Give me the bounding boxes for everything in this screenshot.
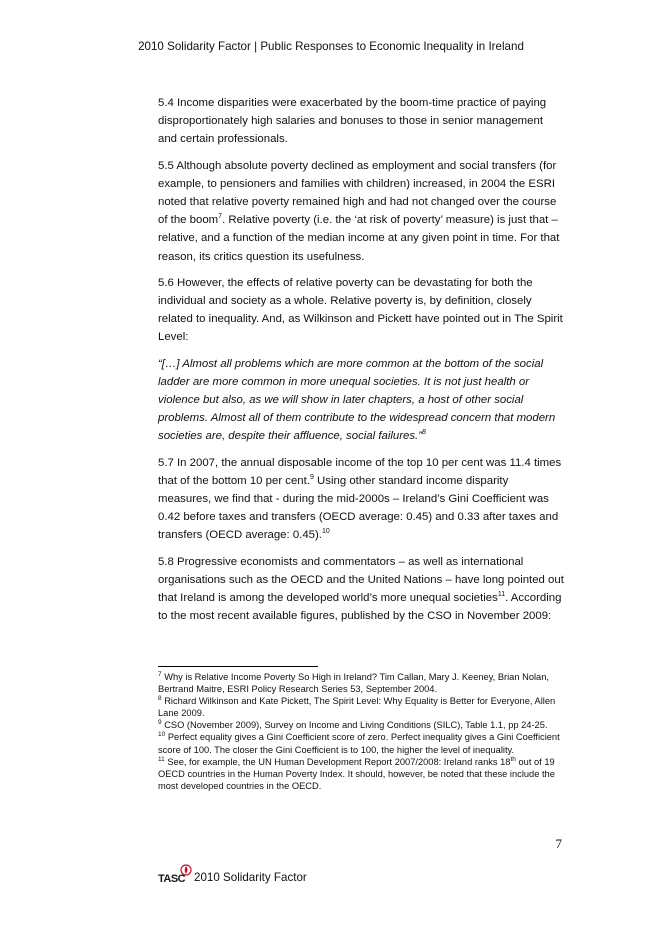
- paragraph-5-5: 5.5 Although absolute poverty declined as employment and social transfers (for example, to pensioners and families with children) increased, in 2004 the ESRI noted that relative poverty remained high and had not changed over the course of the boom$^7$. Relative poverty (i.e. the ‘at risk of poverty’ measure) is just that – relative, and a function of the median income at any given point in time. For that reason, its critics question its usefulness.: [158, 159, 560, 263]
- paragraph-5-4: 5.4 Income disparities were exacerbated by the boom-time practice of paying disproportionately high salaries and bonuses to those in senior management and certain professionals.: [158, 97, 547, 146]
- footnote-ref-11: 11: [497, 591, 506, 599]
- paragraph-5-8: 5.8 Progressive economists and commentators – as well as international organisations such as the OECD and the United Nations – have long pointed out that Ireland is among the developed world’s more unequal societies$^{11}$. According to the most recent available figures, published by the CSO in November 2009:: [158, 555, 564, 623]
- tasc-logo: [158, 864, 192, 886]
- header-title: 2010 Solidarity Factor | Public Responses to Economic Inequality in Ireland: [138, 40, 524, 53]
- logo-text: TASC: [158, 873, 186, 885]
- footnote-ref-10: 10: [321, 528, 330, 536]
- footnote-ref-7: 7: [218, 213, 223, 221]
- page-number: 7: [555, 836, 562, 851]
- footnote-9: $^9$ CSO (November 2009), Survey on Income and Living Conditions (SILC), Table 1.1, pp 24-25.: [158, 719, 548, 731]
- page-footer: [158, 862, 307, 886]
- block-quote: “[…] Almost all problems which are more common at the bottom of the social ladder are more common in more unequal societies. It is not just health or violence but also, as we will show in later chapters, a host of other social problems. Almost all of them contribute to the widespread concern that modern societies are, despite their affluence, social failures.”$^8$: [158, 357, 556, 443]
- footnote-7: $^7$ Why is Relative Income Poverty So High in Ireland? Tim Callan, Mary J. Keeney, Brian Nolan, Bertrand Maitre, ESRI Policy Research Series 53, September 2004.: [158, 671, 549, 695]
- footnote-10: $^{10}$ Perfect equality gives a Gini Coefficient score of zero. Perfect inequality gives a Gini Coefficient score of 100. The closer the Gini Coefficient is to 100, the higher the level of inequality.: [158, 731, 560, 755]
- page-header: [0, 40, 662, 53]
- footnotes: [158, 671, 562, 792]
- paragraph-5-7: 5.7 In 2007, the annual disposable income of the top 10 per cent was 11.4 times that of the bottom 10 per cent.$^9$ Using other standard income disparity measures, we find that - during the mid-2000s – Ireland’s Gini Coefficient was 0.42 before taxes and transfers (OECD average: 0.45) and 0.33 after taxes and transfers (OECD average: 0.45).$^{10}$: [158, 456, 562, 542]
- footnote-ref-8: 8: [422, 429, 426, 437]
- footer-label: 2010 Solidarity Factor: [194, 871, 307, 884]
- body-text: [158, 94, 564, 633]
- footnote-ref-9: 9: [309, 473, 314, 481]
- paragraph-5-6: 5.6 However, the effects of relative poverty can be devastating for both the individual and society as a whole. Relative poverty is, by definition, closely related to inequality. And, as Wilkinson and Pickett have pointed out in The Spirit Level:: [158, 276, 563, 344]
- footnote-separator: [158, 666, 318, 667]
- flame-icon: [180, 864, 192, 876]
- footnote-11: $^{11}$ See, for example, the UN Human Development Report 2007/2008: Ireland ranks 18th out of 19 OECD countries in the Human Poverty Index. It should, however, be noted that these include the most developed countries in the OECD.: [158, 755, 555, 791]
- footnote-8: $^8$ Richard Wilkinson and Kate Pickett, The Spirit Level: Why Equality is Better for Everyone, Allen Lane 2009.: [158, 695, 556, 719]
